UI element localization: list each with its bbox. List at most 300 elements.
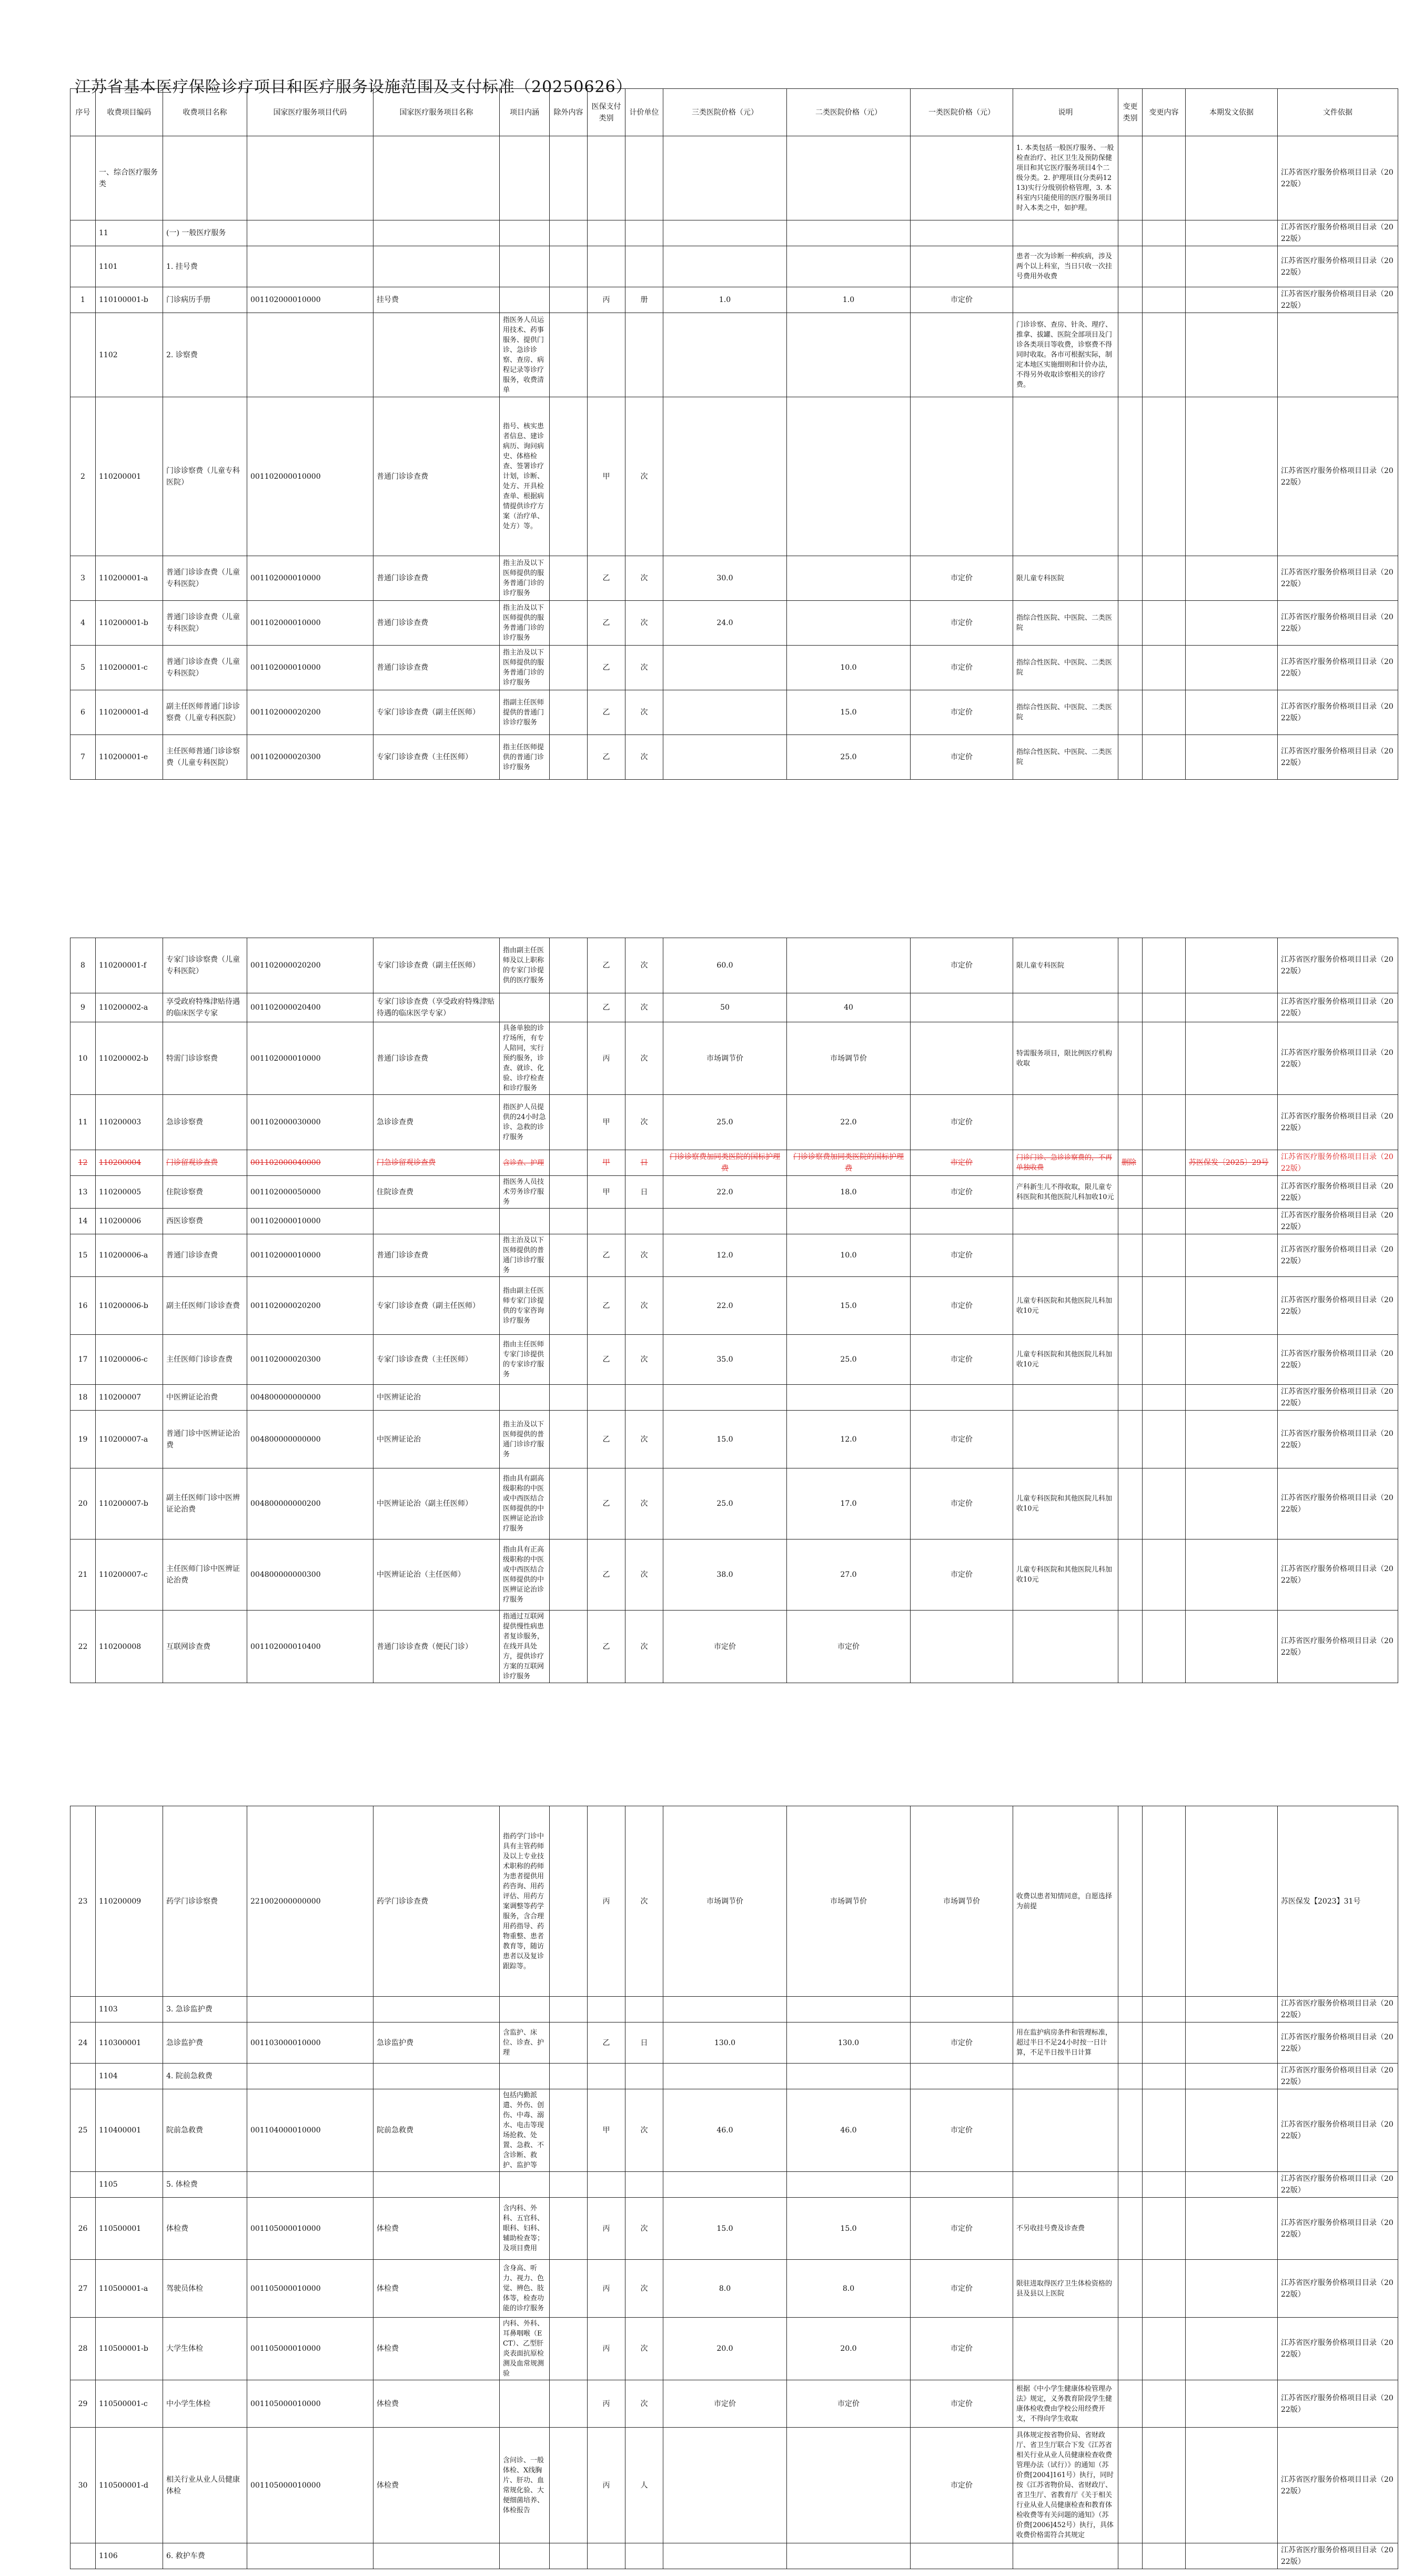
- table-cell: 甲: [588, 1095, 625, 1150]
- table-cell: 市定价: [663, 1611, 787, 1683]
- table-cell: 110300001: [96, 2022, 163, 2064]
- table-cell: [550, 1997, 588, 2022]
- table-cell: [1186, 1468, 1278, 1539]
- table-cell: [663, 2543, 787, 2569]
- table-cell: [247, 2543, 373, 2569]
- table-cell: [911, 220, 1013, 246]
- table-cell: 7: [70, 735, 96, 780]
- table-cell: [550, 993, 588, 1022]
- table-cell: 110200008: [96, 1611, 163, 1683]
- table-cell: 中医辨证论治: [373, 1385, 500, 1411]
- table-cell: 指综合性医院、中医院、二类医院: [1013, 646, 1118, 690]
- table-cell: [911, 1209, 1013, 1234]
- table-cell: 3. 急诊监护费: [163, 1997, 247, 2022]
- table-cell: 江苏省医疗服务价格项目目录（2022版）: [1278, 220, 1398, 246]
- table-cell: [1013, 2172, 1118, 2198]
- table-cell: 江苏省医疗服务价格项目目录（2022版）: [1278, 2318, 1398, 2380]
- table-cell: [1143, 2318, 1186, 2380]
- table-cell: [1118, 2543, 1143, 2569]
- table-cell: 次: [625, 1022, 663, 1095]
- table-cell: 专家门诊诊查费（享受政府特殊津贴待遇的临床医学专家）: [373, 993, 500, 1022]
- table-cell: 指医务人员技术劳务诊疗服务: [500, 1176, 550, 1209]
- column-header: 一类医院价格（元）: [911, 89, 1013, 136]
- table-cell: [550, 287, 588, 313]
- table-cell: [1118, 735, 1143, 780]
- table-cell: 次: [625, 2198, 663, 2260]
- table-cell: [1143, 246, 1186, 287]
- table-cell: 次: [625, 1611, 663, 1683]
- table-cell: 110500001-d: [96, 2428, 163, 2543]
- table-cell: 大学生体检: [163, 2318, 247, 2380]
- table-cell: 乙: [588, 1539, 625, 1611]
- table-cell: [550, 1411, 588, 1468]
- table-cell: [1118, 1806, 1143, 1997]
- table-cell: [1118, 2260, 1143, 2318]
- table-cell: 丙: [588, 2318, 625, 2380]
- table-cell: [1013, 1385, 1118, 1411]
- table-cell: 29: [70, 2380, 96, 2428]
- table-cell: 主任医师门诊诊查费: [163, 1335, 247, 1385]
- table-cell: [1186, 601, 1278, 646]
- table-cell: 次: [625, 646, 663, 690]
- table-cell: [247, 246, 373, 287]
- table-cell: 2. 诊察费: [163, 313, 247, 397]
- table-cell: [1143, 690, 1186, 735]
- table-cell: [1143, 1997, 1186, 2022]
- table-cell: 市定价: [911, 2198, 1013, 2260]
- table-cell: [1186, 2318, 1278, 2380]
- table-cell: 江苏省医疗服务价格项目目录（2022版）: [1278, 2198, 1398, 2260]
- table-row: [70, 1411, 1398, 1468]
- table-cell: 江苏省医疗服务价格项目目录（2022版）: [1278, 1335, 1398, 1385]
- table-cell: [373, 136, 500, 220]
- table-cell: 江苏省医疗服务价格项目目录（2022版）: [1278, 601, 1398, 646]
- table-cell: [663, 2428, 787, 2543]
- table-row: [70, 1176, 1398, 1209]
- table-cell: 特需服务项目，限比例医疗机构收取: [1013, 1022, 1118, 1095]
- table-cell: 110200006-c: [96, 1335, 163, 1385]
- table-cell: [500, 993, 550, 1022]
- table-cell: 110200001-f: [96, 938, 163, 993]
- table-cell: [663, 2064, 787, 2089]
- table-cell: 30.0: [663, 556, 787, 601]
- table-cell: [1186, 646, 1278, 690]
- table-cell: [500, 136, 550, 220]
- table-cell: 包括内勤派遣、外伤、创伤、中毒、溺水、电击等现场抢救、处置、急救、不含诊断、救护、监护等: [500, 2089, 550, 2172]
- table-cell: 驾驶员体检: [163, 2260, 247, 2318]
- table-cell: [1186, 287, 1278, 313]
- table-cell: [1118, 646, 1143, 690]
- table-cell: 含身高、听力、视力、色觉、辨色、肢体等，检查功能的诊疗服务: [500, 2260, 550, 2318]
- table-cell: [1143, 2380, 1186, 2428]
- table-cell: 乙: [588, 1411, 625, 1468]
- table-cell: [500, 1385, 550, 1411]
- column-header: 变更内容: [1143, 89, 1186, 136]
- table-cell: 市定价: [911, 646, 1013, 690]
- table-row: [70, 2198, 1398, 2260]
- table-cell: [1143, 646, 1186, 690]
- table-cell: [1013, 1997, 1118, 2022]
- table-cell: 12.0: [663, 1234, 787, 1277]
- table-cell: 30: [70, 2428, 96, 2543]
- table-row: [70, 1468, 1398, 1539]
- table-cell: [1143, 220, 1186, 246]
- table-row: [70, 1539, 1398, 1611]
- table-cell: [1143, 2198, 1186, 2260]
- table-cell: 相关行业从业人员健康体检: [163, 2428, 247, 2543]
- table-cell: [70, 136, 96, 220]
- table-cell: [1013, 2089, 1118, 2172]
- table-cell: 001102000050000: [247, 1176, 373, 1209]
- table-cell: 市定价: [911, 1277, 1013, 1335]
- table-cell: 市定价: [787, 2380, 911, 2428]
- table-cell: 市定价: [911, 1335, 1013, 1385]
- table-cell: [588, 1209, 625, 1234]
- table-cell: [247, 136, 373, 220]
- table-cell: 指副主任医师提供的普通门诊诊疗服务: [500, 690, 550, 735]
- table-cell: 15.0: [787, 2198, 911, 2260]
- table-cell: [1118, 556, 1143, 601]
- table-cell: [911, 313, 1013, 397]
- column-header: 收费项目名称: [163, 89, 247, 136]
- table-cell: [1186, 1095, 1278, 1150]
- table-cell: [625, 220, 663, 246]
- table-cell: 001102000010000: [247, 287, 373, 313]
- table-cell: [550, 556, 588, 601]
- table-cell: [1186, 2172, 1278, 2198]
- table-cell: 门诊病历手册: [163, 287, 247, 313]
- table-cell: 110200006-b: [96, 1277, 163, 1335]
- table-cell: 副主任医师门诊诊查费: [163, 1277, 247, 1335]
- table-cell: 具备单独的诊疗场所，有专人陪同，实行预约服务，诊查、就诊、化验、诊疗检查和诊疗服务: [500, 1022, 550, 1095]
- column-header: 说明: [1013, 89, 1118, 136]
- table-cell: 丙: [588, 1022, 625, 1095]
- table-cell: [1118, 1539, 1143, 1611]
- table-cell: [1143, 1385, 1186, 1411]
- column-header: 收费项目编码: [96, 89, 163, 136]
- table-cell: 江苏省医疗服务价格项目目录（2022版）: [1278, 1385, 1398, 1411]
- table-cell: 001102000010000: [247, 556, 373, 601]
- table-cell: 乙: [588, 1234, 625, 1277]
- table-cell: 普通门诊诊查费（便民门诊）: [373, 1611, 500, 1683]
- table-cell: 门诊诊察、查房、针灸、理疗、推拿、拔罐、医院全部项目及门诊各类项目等收费，诊察费不得同时收取。各市可根据实际，制定本地区实施细则和计价办法，不得另外收取诊察相关的诊疗费。: [1013, 313, 1118, 397]
- table-cell: 乙: [588, 938, 625, 993]
- table-cell: 专家门诊诊察费（儿童专科医院）: [163, 938, 247, 993]
- table-cell: 110200006-a: [96, 1234, 163, 1277]
- table-cell: 46.0: [663, 2089, 787, 2172]
- table-cell: [550, 1611, 588, 1683]
- table-row: [70, 2543, 1398, 2569]
- table-cell: 25.0: [787, 1335, 911, 1385]
- column-header: 三类医院价格（元）: [663, 89, 787, 136]
- table-cell: 含问诊、一般体检、X线胸片、肝功、血常规化验、大便细菌培养、体检报告: [500, 2428, 550, 2543]
- table-cell: 001102000020200: [247, 690, 373, 735]
- table-cell: 38.0: [663, 1539, 787, 1611]
- table-cell: 10.0: [787, 1234, 911, 1277]
- table-cell: [911, 993, 1013, 1022]
- table-cell: [787, 136, 911, 220]
- table-cell: 日: [625, 1176, 663, 1209]
- table-cell: [1186, 397, 1278, 556]
- table-cell: [247, 2064, 373, 2089]
- table-cell: 主任医师门诊中医辨证论治费: [163, 1539, 247, 1611]
- table-cell: 21: [70, 1539, 96, 1611]
- table-cell: [1143, 397, 1186, 556]
- table-cell: 25.0: [787, 735, 911, 780]
- table-cell: 40: [787, 993, 911, 1022]
- document-title: 江苏省基本医疗保险诊疗项目和医疗服务设施范围及支付标准（20250626）: [75, 78, 632, 96]
- table-cell: 110500001-c: [96, 2380, 163, 2428]
- table-cell: 110500001: [96, 2198, 163, 2260]
- table-cell: [373, 220, 500, 246]
- table-cell: [500, 246, 550, 287]
- table-cell: 110200003: [96, 1095, 163, 1150]
- table-cell: [1118, 2172, 1143, 2198]
- table-cell: 乙: [588, 601, 625, 646]
- table-cell: 根据《中小学生健康体检管理办法》规定，义务教育阶段学生健康体检收费由学校公用经费开支，不得向学生收取: [1013, 2380, 1118, 2428]
- table-cell: [1186, 1234, 1278, 1277]
- table-cell: 乙: [588, 1611, 625, 1683]
- table-cell: [588, 2172, 625, 2198]
- table-cell: 主任医师普通门诊诊察费（儿童专科医院）: [163, 735, 247, 780]
- table-cell: 次: [625, 601, 663, 646]
- table-cell: [911, 136, 1013, 220]
- table-cell: 普通门诊诊查费: [373, 1022, 500, 1095]
- table-cell: [500, 2172, 550, 2198]
- table-cell: 丙: [588, 1806, 625, 1997]
- table-cell: [625, 2064, 663, 2089]
- table-cell: 住院诊查费: [373, 1176, 500, 1209]
- table-row: [70, 735, 1398, 780]
- table-cell: [373, 2064, 500, 2089]
- table-cell: 110400001: [96, 2089, 163, 2172]
- table-cell: 4: [70, 601, 96, 646]
- table-cell: 含监护、床位、诊查、护理: [500, 2022, 550, 2064]
- table-cell: [911, 2543, 1013, 2569]
- table-cell: [1186, 2022, 1278, 2064]
- table-cell: 享受政府特殊津贴待遇的临床医学专家: [163, 993, 247, 1022]
- table-cell: [550, 2198, 588, 2260]
- table-cell: 6: [70, 690, 96, 735]
- table-cell: 110500001-a: [96, 2260, 163, 2318]
- table-cell: [373, 2543, 500, 2569]
- table-cell: 市定价: [911, 287, 1013, 313]
- table-cell: [1118, 2064, 1143, 2089]
- table-cell: [1143, 1539, 1186, 1611]
- table-cell: [1186, 1385, 1278, 1411]
- table-cell: [663, 690, 787, 735]
- table-cell: 26: [70, 2198, 96, 2260]
- table-cell: 次: [625, 690, 663, 735]
- table-cell: [625, 136, 663, 220]
- table-cell: [663, 246, 787, 287]
- table-row: [70, 2064, 1398, 2089]
- table-cell: [787, 1209, 911, 1234]
- table-cell: 专家门诊诊查费（主任医师）: [373, 735, 500, 780]
- table-cell: 1.0: [663, 287, 787, 313]
- table-cell: 001104000010000: [247, 2089, 373, 2172]
- table-cell: 27: [70, 2260, 96, 2318]
- table-cell: 苏医保发〔2025〕29号: [1186, 1150, 1278, 1176]
- table-cell: 市定价: [911, 556, 1013, 601]
- table-cell: 1. 挂号费: [163, 246, 247, 287]
- table-cell: 次: [625, 2380, 663, 2428]
- table-cell: [550, 1150, 588, 1176]
- table-cell: 江苏省医疗服务价格项目目录（2022版）: [1278, 1150, 1398, 1176]
- table-cell: 删除: [1118, 1150, 1143, 1176]
- table-cell: [1118, 397, 1143, 556]
- table-cell: 15.0: [787, 690, 911, 735]
- table-cell: 指主治及以下医师提供的普通门诊诊疗服务: [500, 1411, 550, 1468]
- table-cell: 具体规定按省物价局、省财政厅、省卫生厅联合下发《江苏省相关行业从业人员健康检查收费管理办法（试行）》的通知（苏价费[2004]161号）执行，同时按《江苏省物价局、省财政厅、省卫生厅、省教育厅《关于相关行业从业人员健康检查和教育体检收费等有关问题的通知》（苏价费[2006]452号）执行，具体收费价格需符合其规定: [1013, 2428, 1118, 2543]
- table-cell: 体检费: [373, 2198, 500, 2260]
- table-cell: [550, 2543, 588, 2569]
- table-cell: [1118, 1209, 1143, 1234]
- table-cell: 指主治及以下医师提供的服务普通门诊的诊疗服务: [500, 646, 550, 690]
- table-cell: 130.0: [663, 2022, 787, 2064]
- table-cell: [70, 2064, 96, 2089]
- table-cell: 27.0: [787, 1539, 911, 1611]
- table-cell: [787, 1997, 911, 2022]
- table-cell: [1118, 287, 1143, 313]
- table-cell: 一、综合医疗服务类: [96, 136, 163, 220]
- table-row: [70, 246, 1398, 287]
- table-cell: 次: [625, 1335, 663, 1385]
- table-cell: [550, 397, 588, 556]
- table-cell: 001102000010000: [247, 1022, 373, 1095]
- table-cell: 市定价: [911, 735, 1013, 780]
- table-cell: [1118, 2198, 1143, 2260]
- table-cell: 急诊监护费: [163, 2022, 247, 2064]
- table-cell: 江苏省医疗服务价格项目目录（2022版）: [1278, 1209, 1398, 1234]
- table-cell: [550, 1277, 588, 1335]
- table-cell: 110200004: [96, 1150, 163, 1176]
- table-cell: 市场调节价: [787, 1022, 911, 1095]
- table-cell: [1186, 1335, 1278, 1385]
- table-cell: [1186, 1611, 1278, 1683]
- table-cell: 市定价: [911, 690, 1013, 735]
- table-cell: [1143, 2543, 1186, 2569]
- table-cell: [373, 246, 500, 287]
- table-cell: 江苏省医疗服务价格项目目录（2022版）: [1278, 246, 1398, 287]
- table-cell: 1: [70, 287, 96, 313]
- table-cell: 指号、核实患者信息、建诊病历、询问病史、体格检查、签署诊疗计划，诊断、处方、开具检查单、根据病情提供诊疗方案（治疗单、处方）等。: [500, 397, 550, 556]
- table-cell: 市定价: [911, 601, 1013, 646]
- fee-table-page-1: [70, 88, 1398, 780]
- table-row: [70, 2260, 1398, 2318]
- table-cell: 001102000010000: [247, 1209, 373, 1234]
- table-cell: 江苏省医疗服务价格项目目录（2022版）: [1278, 2380, 1398, 2428]
- table-cell: 西医诊察费: [163, 1209, 247, 1234]
- table-cell: 中医辨证论治费: [163, 1385, 247, 1411]
- table-cell: 甲: [588, 1176, 625, 1209]
- table-row: [70, 397, 1398, 556]
- table-cell: 市定价: [911, 2089, 1013, 2172]
- table-cell: 001103000010000: [247, 2022, 373, 2064]
- table-row: [70, 601, 1398, 646]
- table-cell: 004800000000300: [247, 1539, 373, 1611]
- table-cell: [1118, 1997, 1143, 2022]
- table-cell: 指主治及以下医师提供的服务普通门诊的诊疗服务: [500, 556, 550, 601]
- table-cell: 市定价: [911, 1411, 1013, 1468]
- table-cell: [1143, 2022, 1186, 2064]
- table-cell: 110200006: [96, 1209, 163, 1234]
- table-cell: 日: [625, 2022, 663, 2064]
- table-cell: 收费以患者知情同意，自愿选择为前提: [1013, 1806, 1118, 1997]
- table-cell: 市定价: [911, 1095, 1013, 1150]
- table-cell: [1118, 220, 1143, 246]
- table-cell: [550, 246, 588, 287]
- table-cell: 60.0: [663, 938, 787, 993]
- table-cell: 限儿童专科医院: [1013, 938, 1118, 993]
- table-cell: 儿童专科医院和其他医院儿科加收10元: [1013, 1468, 1118, 1539]
- table-cell: [550, 2064, 588, 2089]
- table-cell: 110500001-b: [96, 2318, 163, 2380]
- table-cell: [550, 136, 588, 220]
- column-header: 国家医疗服务项目代码: [247, 89, 373, 136]
- table-cell: 46.0: [787, 2089, 911, 2172]
- table-cell: [588, 2543, 625, 2569]
- table-cell: [588, 220, 625, 246]
- table-cell: 指由副主任医师专家门诊提供的专家咨询诊疗服务: [500, 1277, 550, 1335]
- table-cell: 指综合性医院、中医院、二类医院: [1013, 601, 1118, 646]
- table-cell: 22.0: [787, 1095, 911, 1150]
- table-cell: 12.0: [787, 1411, 911, 1468]
- table-cell: 次: [625, 1539, 663, 1611]
- table-cell: 苏医保发【2023】31号: [1278, 1806, 1398, 1997]
- table-cell: [1118, 1277, 1143, 1335]
- table-cell: 指药学门诊中具有主管药师及以上专业技术职称的药师为患者提供用药咨询、用药评估、用药方案调整等药学服务，含合理用药指导、药物重整、患者教育等，随访患者以及复诊跟踪等。: [500, 1806, 550, 1997]
- table-row: [70, 313, 1398, 397]
- table-cell: [247, 2172, 373, 2198]
- table-cell: 江苏省医疗服务价格项目目录（2022版）: [1278, 735, 1398, 780]
- table-cell: [1143, 938, 1186, 993]
- column-header: 本期发文依据: [1186, 89, 1278, 136]
- table-cell: [588, 313, 625, 397]
- table-cell: [911, 1611, 1013, 1683]
- table-row: [70, 1997, 1398, 2022]
- table-cell: 限驻进取得医疗卫生体检资格的县及县以上医院: [1013, 2260, 1118, 2318]
- table-cell: [1013, 1411, 1118, 1468]
- table-cell: [550, 1234, 588, 1277]
- table-cell: 儿童专科医院和其他医院儿科加收10元: [1013, 1277, 1118, 1335]
- table-cell: 次: [625, 938, 663, 993]
- table-cell: 5: [70, 646, 96, 690]
- table-cell: 儿童专科医院和其他医院儿科加收10元: [1013, 1335, 1118, 1385]
- table-cell: [588, 1385, 625, 1411]
- table-cell: 15.0: [663, 1411, 787, 1468]
- table-cell: [625, 2172, 663, 2198]
- table-cell: [550, 1468, 588, 1539]
- table-cell: 院前急救费: [373, 2089, 500, 2172]
- table-cell: 江苏省医疗服务价格项目目录（2022版）: [1278, 397, 1398, 556]
- table-cell: 市定价: [911, 2380, 1013, 2428]
- table-cell: [70, 313, 96, 397]
- table-cell: [1186, 1022, 1278, 1095]
- table-cell: [500, 1209, 550, 1234]
- table-row: [70, 556, 1398, 601]
- table-cell: 体检费: [373, 2318, 500, 2380]
- table-cell: 册: [625, 287, 663, 313]
- table-cell: 001102000010000: [247, 646, 373, 690]
- table-cell: 次: [625, 735, 663, 780]
- table-cell: [550, 2428, 588, 2543]
- table-cell: 12: [70, 1150, 96, 1176]
- table-cell: [663, 136, 787, 220]
- table-cell: [1143, 2260, 1186, 2318]
- table-cell: [550, 1176, 588, 1209]
- table-cell: 次: [625, 1277, 663, 1335]
